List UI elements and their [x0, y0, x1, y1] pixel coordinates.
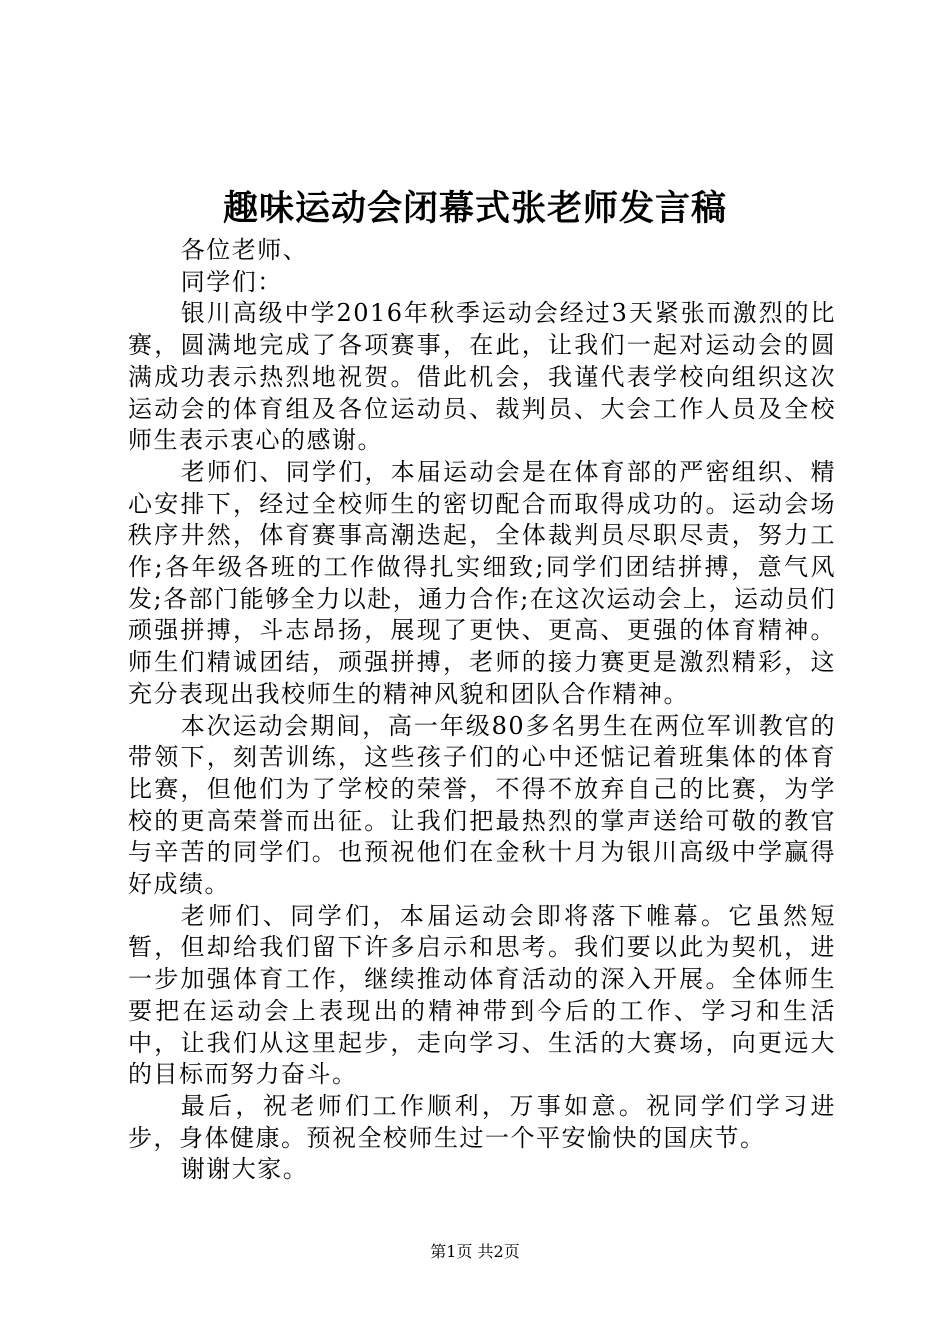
salutation-teachers: 各位老师、: [180, 236, 309, 264]
document-title: 趣味运动会闭幕式张老师发言稿: [222, 188, 727, 229]
body-paragraph: 银川高级中学2016年秋季运动会经过3天紧张而激烈的比赛，圆满地完成了各项赛事，在此，让我们一起对运动会的圆满成功表示热烈地祝贺。借此机会，我谨代表学校向组织这次运动会的体育组及各位运动员、裁判员、大会工作人员及全校师生表示衷心的感谢。: [128, 299, 836, 455]
body-paragraph: 本次运动会期间，高一年级80多名男生在两位军训教官的带领下，刻苦训练，这些孩子们的心中还惦记着班集体的体育比赛，但他们为了学校的荣誉，不得不放弃自己的比赛，为学校的更高荣誉而出征。让我们把最热烈的掌声送给可敬的教官与辛苦的同学们。也预祝他们在金秋十月为银川高级中学赢得好成绩。: [128, 711, 836, 899]
closing-thanks: 谢谢大家。: [180, 1155, 309, 1184]
body-paragraph: 老师们、同学们，本届运动会即将落下帷幕。它虽然短暂，但却给我们留下许多启示和思考。我们要以此为契机，进一步加强体育工作，继续推动体育活动的深入开展。全体师生要把在运动会上表现出的精神带到今后的工作、学习和生活中，让我们从这里起步，走向学习、生活的大赛场，向更远大的目标而努力奋斗。: [128, 901, 836, 1089]
document-body: [128, 235, 836, 1186]
salutation-students: 同学们：: [180, 267, 283, 296]
body-paragraph: 老师们、同学们，本届运动会是在体育部的严密组织、精心安排下，经过全校师生的密切配合而取得成功的。运动会场秩序井然，体育赛事高潮迭起，全体裁判员尽职尽责，努力工作;各年级各班的工作做得扎实细致;同学们团结拼搏，意气风发;各部门能够全力以赴，通力合作;在这次运动会上，运动员们顽强拼搏，斗志昂扬，展现了更快、更高、更强的体育精神。师生们精诚团结，顽强拼搏，老师的接力赛更是激烈精彩，这充分表现出我校师生的精神风貌和团队合作精神。: [128, 457, 836, 708]
body-paragraph: 最后，祝老师们工作顺利，万事如意。祝同学们学习进步，身体健康。预祝全校师生过一个平安愉快的国庆节。: [128, 1091, 836, 1152]
page-number-footer: 第1页 共2页: [430, 1242, 520, 1261]
